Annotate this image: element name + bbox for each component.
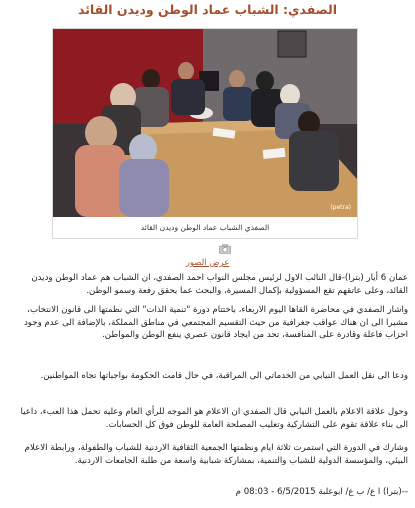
article-paragraph: واشار الصفدي في محاضرة القاها اليوم الاربعاء، باختتام دورة "تنمية الذات" التي نظمتها الى قانون الانتخاب، مشيرا الى ان هناك عواقب جغرافية من حيث التقسيم المجتمعي في مناطق المملكة، بالإضافة الى عدم وجود احزاب فاعلة وقادرة على المنافسة، تحد من ايجاد قانون عصري ينفع الوطن والمواطن. [23, 305, 408, 340]
article-figure [52, 28, 358, 239]
article-paragraph: عمان 6 أيار (بترا)-قال النائب الاول لرئيس مجلس النواب احمد الصفدي، ان الشباب هم عماد الوطن وديدن القائد، وعلى عاتقهم تقع المسؤولية بإكمال المسيرة، والبحث عما يحقق رفعة وسمو الوطن. [31, 273, 408, 296]
view-photos-link[interactable]: عرض الصور [185, 258, 230, 268]
article-paragraph: ودعا الى نقل العمل النيابي من الخدماتي الى المراقبة، في حال قامت الحكومة بواجباتها تجاه المواطنين. [40, 371, 408, 381]
article-dateline: --(بترا) ا ع/ ب ع/ ابوعلبة 6/5/2015 - 08:03 م [235, 487, 408, 497]
article-photo[interactable] [53, 29, 357, 217]
article-paragraph: وشارك في الدورة التي استمرت ثلاثة ايام ونظمتها الجمعية الثقافية الاردنية للشباب والطفولة، ورابطة الاعلام البيئي، والمؤسسة الدولية للشباب والتنمية، بمشاركة شبابية واسعة من طلبة الجامعات الاردنية. [24, 443, 408, 466]
image-caption: الصفدي الشباب عماد الوطن وديدن القائد [140, 223, 270, 232]
article-paragraph: وحول علاقة الاعلام بالعمل النيابي قال الصفدي ان الاعلام هو الموجه للرأي العام وعليه تحمل هذا العبء، داعيا الى بناء علاقة تقوم على التشاركية وتغليب المصلحة العامة للوطن فوق كل الحسابات. [20, 407, 408, 430]
meeting-photo-illustration [53, 29, 357, 217]
photo-watermark: (petra) [330, 204, 351, 211]
article-headline: الصفدي: الشباب عماد الوطن وديدن القائد [78, 2, 337, 17]
gallery-link-area [0, 244, 415, 274]
camera-icon[interactable] [219, 244, 231, 254]
